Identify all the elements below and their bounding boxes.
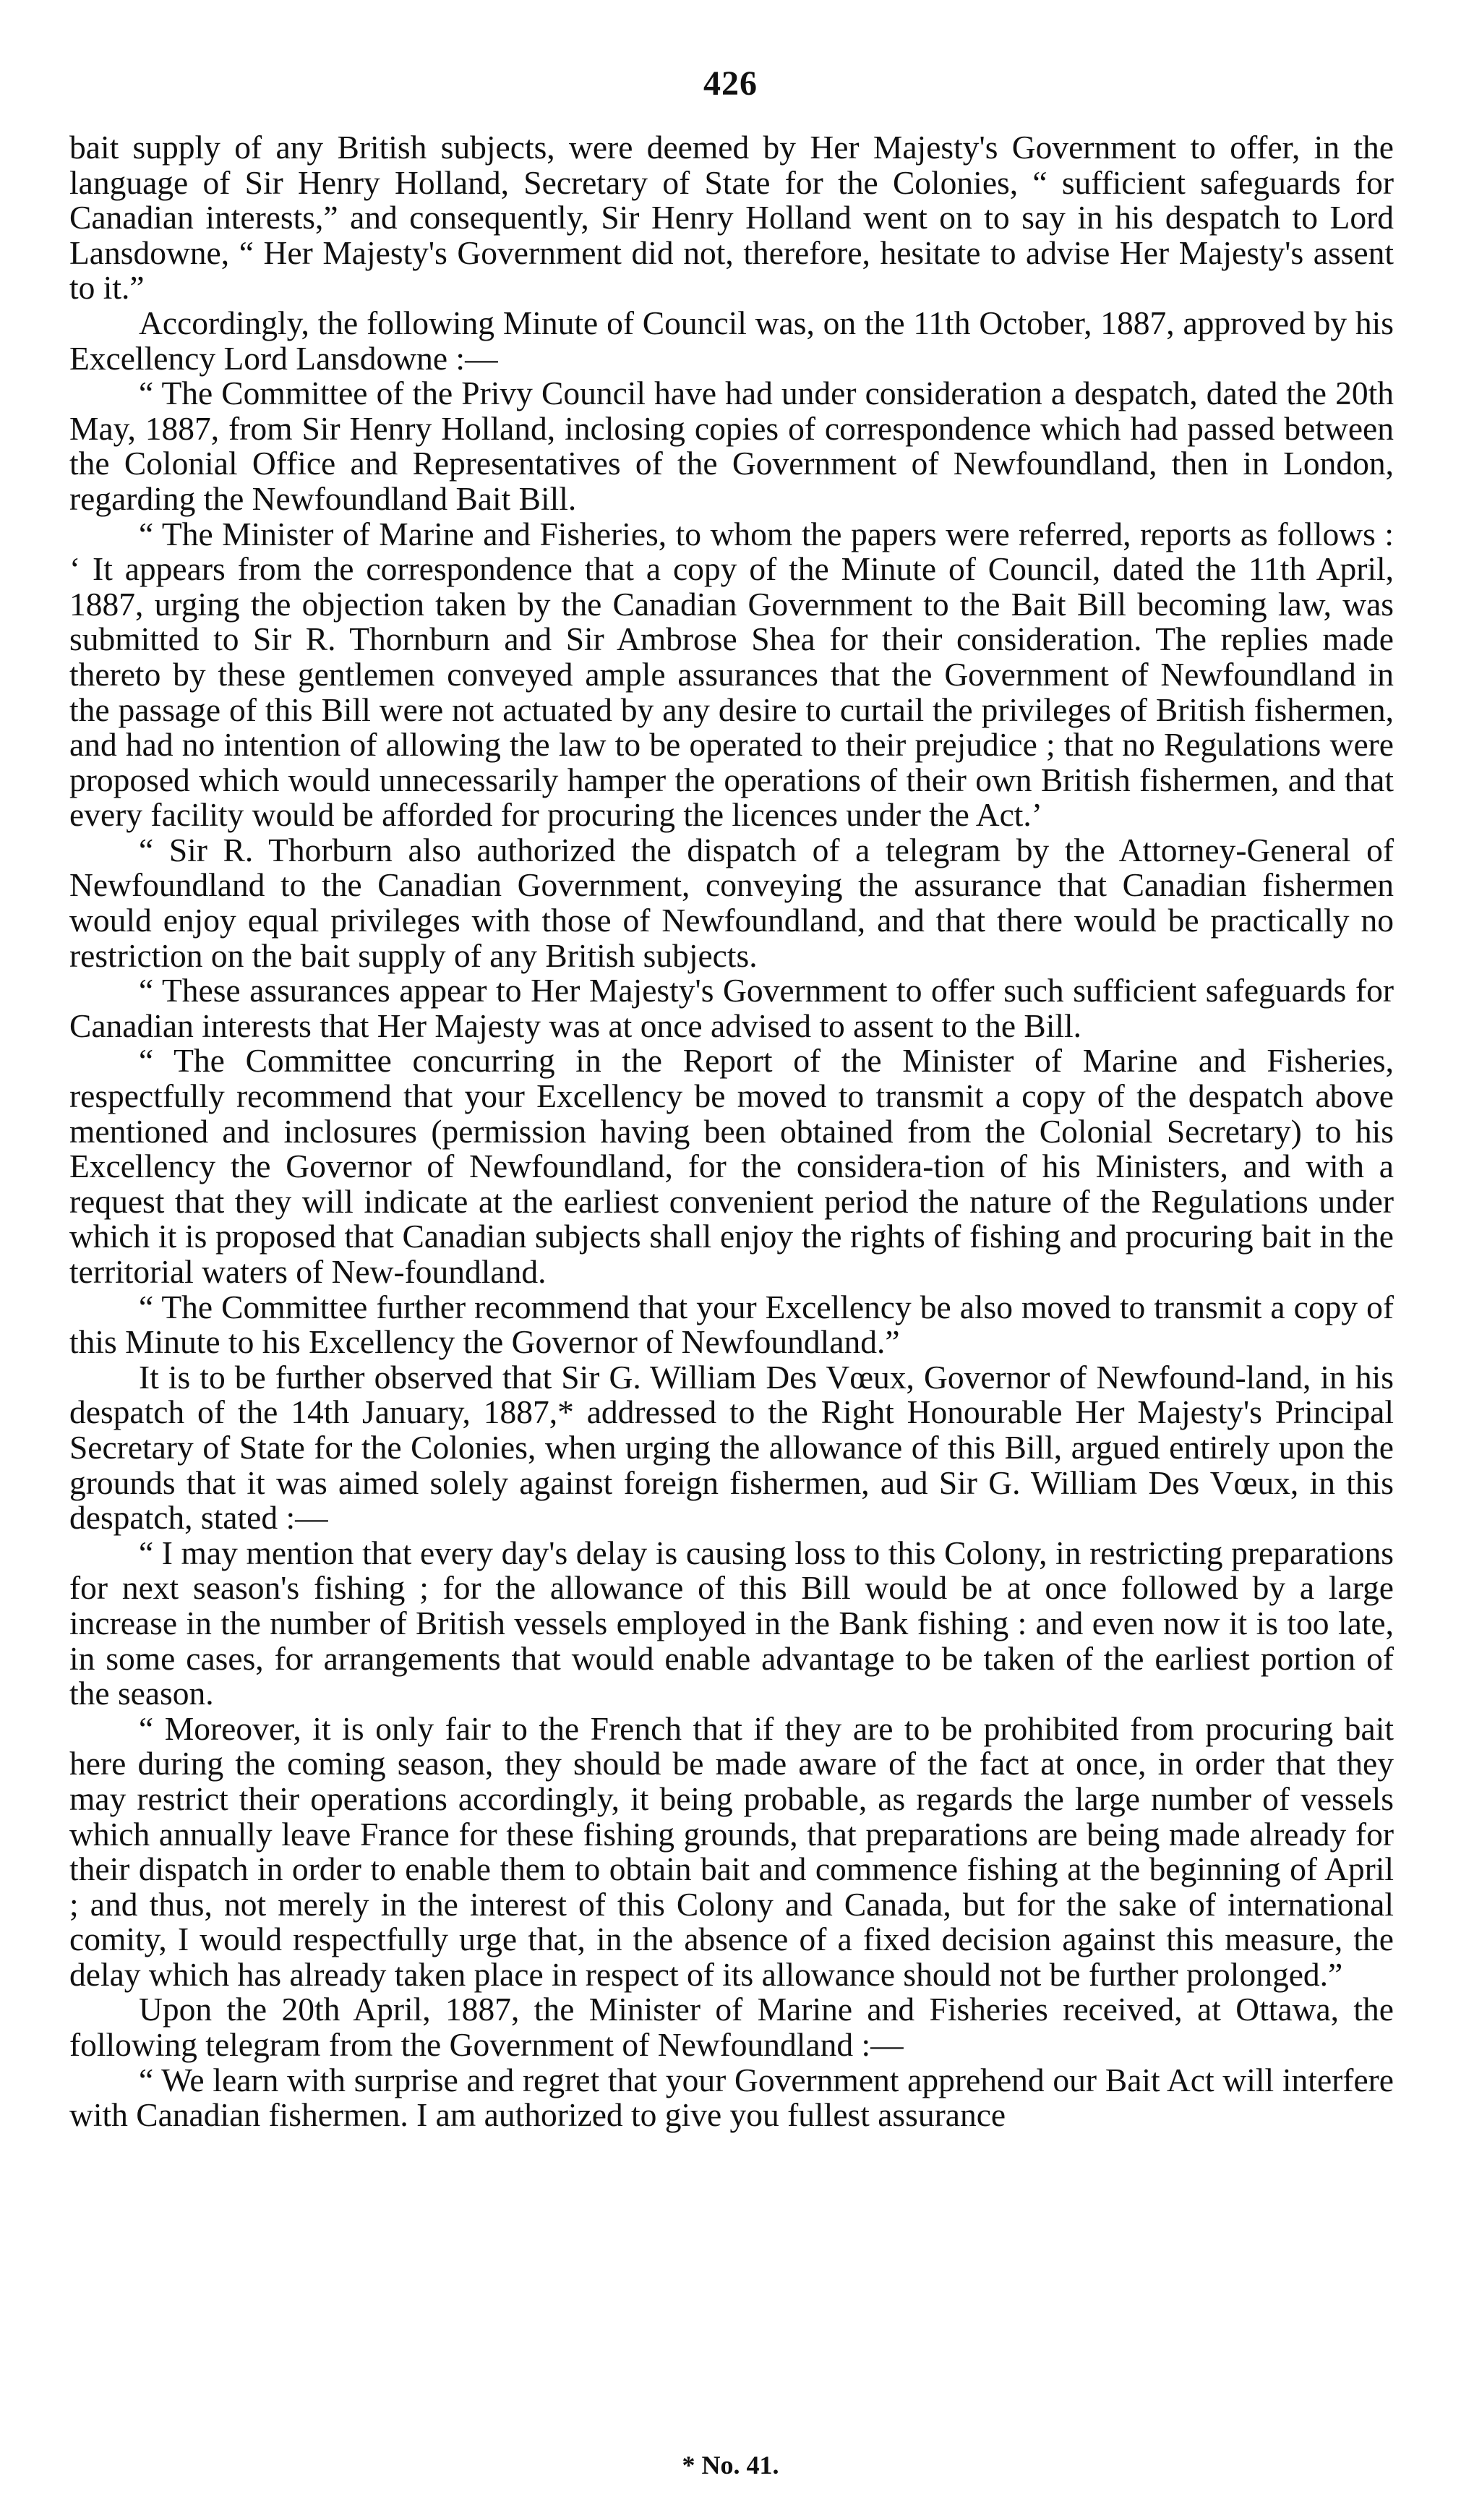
paragraph: “ I may mention that every day's delay is causing loss to this Colony, in restricting preparations for next season's fishing ; for the allowance of this Bill would be at once followed by a large increase in the number of British vessels employed in the Bank fishing : and even now it is too late, in some cases, for arrangements that would enable advantage to be taken of the earliest portion of the season. bbox=[69, 1534, 1394, 1712]
body-text bbox=[69, 130, 1394, 2133]
paragraph: “ The Committee of the Privy Council have had under consideration a despatch, dated the 20th May, 1887, from Sir Henry Holland, inclosing copies of correspondence which had passed between the Colonial Office and Representatives of the Government of Newfoundland, then in London, regarding the Newfoundland Bait Bill. bbox=[69, 375, 1394, 517]
paragraph: “ Sir R. Thorburn also authorized the dispatch of a telegram by the Attorney-General of Newfoundland to the Canadian Government, conveying the assurance that Canadian fishermen would enjoy equal privileges with those of Newfoundland, and that there would be practically no restriction on the bait supply of any British subjects. bbox=[69, 831, 1394, 974]
paragraph: Accordingly, the following Minute of Council was, on the 11th October, 1887, approved by his Excellency Lord Lansdowne :— bbox=[69, 304, 1394, 377]
paragraph: It is to be further observed that Sir G. William Des Vœux, Governor of Newfound-land, in his despatch of the 14th January, 1887,* addressed to the Right Honourable Her Majesty's Principal Secretary of State for the Colonies, when urging the allowance of this Bill, argued entirely upon the grounds that it was aimed solely against foreign fishermen, aud Sir G. William Des Vœux, in this despatch, stated :— bbox=[69, 1358, 1394, 1537]
paragraph: “ The Committee concurring in the Report of the Minister of Marine and Fisheries, respectfully recommend that your Excellency be moved to transmit a copy of the despatch above mentioned and inclosures (permission having been obtained from the Colonial Secretary) to his Excellency the Governor of Newfoundland, for the considera-tion of his Ministers, and with a request that they will indicate at the earliest convenient period the nature of the Regulations under which it is proposed that Canadian subjects shall enjoy the rights of fishing and procuring bait in the territorial waters of New-foundland. bbox=[69, 1042, 1394, 1290]
paragraph: “ The Committee further recommend that your Excellency be also moved to transmit a copy of this Minute to his Excellency the Governor of Newfoundland.” bbox=[69, 1288, 1394, 1361]
paragraph: Upon the 20th April, 1887, the Minister of Marine and Fisheries received, at Ottawa, the following telegram from the Government of Newfoundland :— bbox=[69, 1991, 1394, 2064]
paragraph: “ We learn with surprise and regret that your Government apprehend our Bait Act will interfere with Canadian fishermen. I am authorized to give you fullest assurance bbox=[69, 2061, 1394, 2134]
paragraph: bait supply of any British subjects, were deemed by Her Majesty's Government to offer, in the language of Sir Henry Holland, Secretary of State for the Colonies, “ sufficient safeguards for Canadian interests,” and consequently, Sir Henry Holland went on to say in his despatch to Lord Lansdowne, “ Her Majesty's Government did not, therefore, hesitate to advise Her Majesty's assent to it.” bbox=[69, 129, 1394, 307]
page-number: 426 bbox=[703, 64, 758, 103]
paragraph: “ The Minister of Marine and Fisheries, to whom the papers were referred, reports as follows : ‘ It appears from the correspondence that a copy of the Minute of Council, dated the 11th April, 1887, urging the objection taken by the Canadian Government to the Bait Bill becoming law, was submitted to Sir R. Thornburn and Sir Ambrose Shea for their consideration. The replies made thereto by these gentlemen conveyed ample assurances that the Government of Newfoundland in the passage of this Bill were not actuated by any desire to curtail the privileges of British fishermen, and had no intention of allowing the law to be operated to their prejudice ; that no Regulations were proposed which would unnecessarily hamper the operations of their own British fishermen, and that every facility would be afforded for procuring the licences under the Act.’ bbox=[69, 515, 1394, 834]
footnote: * No. 41. bbox=[682, 2451, 779, 2480]
paragraph: “ These assurances appear to Her Majesty's Government to offer such sufficient safeguards for Canadian interests that Her Majesty was at once advised to assent to the Bill. bbox=[69, 972, 1394, 1044]
paragraph: “ Moreover, it is only fair to the French that if they are to be prohibited from procuring bait here during the coming season, they should be made aware of the fact at once, in order that they may restrict their operations accordingly, it being probable, as regards the large number of vessels which annually leave France for these fishing grounds, that preparations are being made already for their dispatch in order to enable them to obtain bait and commence fishing at the beginning of April ; and thus, not merely in the interest of this Colony and Canada, but for the sake of international comity, I would respectfully urge that, in the absence of a fixed decision against this measure, the delay which has already taken place in respect of its allowance should not be further prolonged.” bbox=[69, 1709, 1394, 1993]
